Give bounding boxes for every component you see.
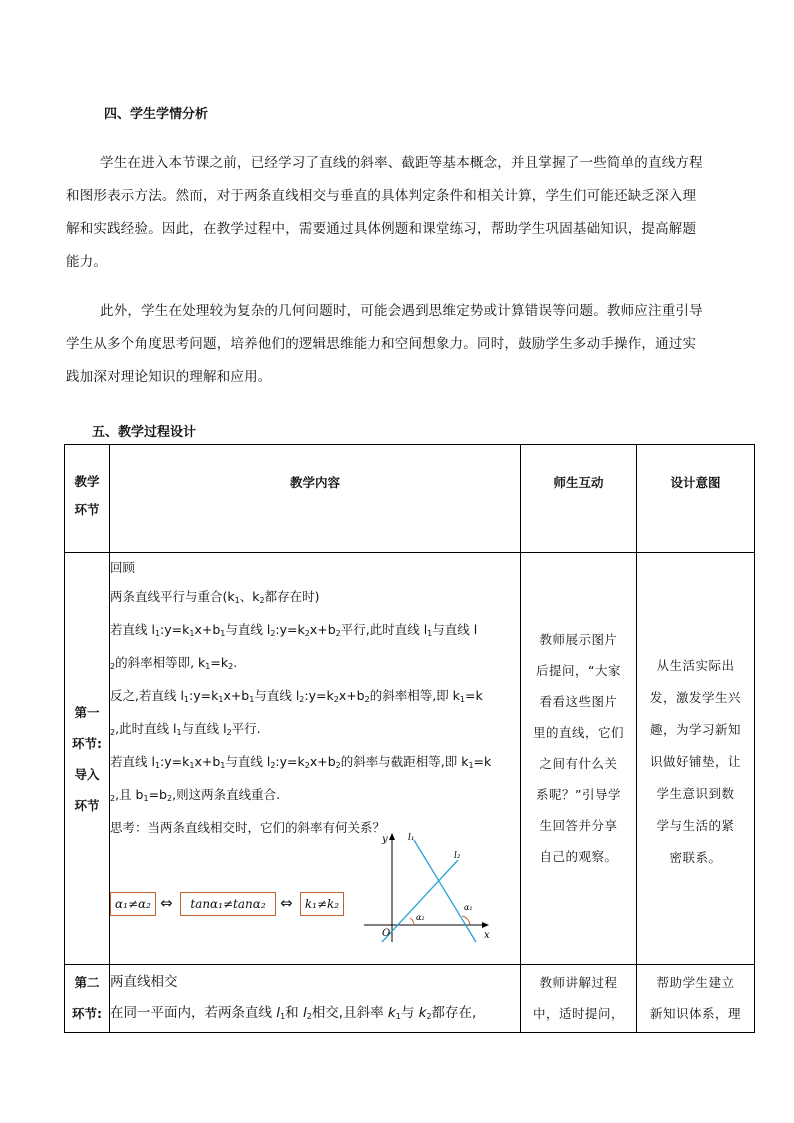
row1-content <box>110 553 521 965</box>
header-content <box>110 445 521 553</box>
paragraph-line: 和图形表示方法。然而，对于两条直线相交与垂直的具体判定条件和相关计算，学生们可能还缺乏深入理 <box>66 188 697 204</box>
header-stage-line: 环节 <box>74 502 100 517</box>
header-stage <box>65 445 110 553</box>
paragraph-line: 践加深对理论知识的理解和应用。 <box>66 369 272 385</box>
table-row <box>65 965 755 1033</box>
section4-heading: 四、学生学情分析 <box>104 107 209 122</box>
interaction-line: 后提问，“大家 <box>536 663 621 678</box>
alpha1-label: α₁ <box>464 903 473 912</box>
x-axis-arrowhead <box>482 922 489 928</box>
formula-box-tangents: tanα₁≠tanα₂ <box>180 892 276 916</box>
stage-line: 环节 <box>74 797 100 813</box>
l1-label: l₁ <box>408 833 415 843</box>
interaction-line: 之间有什么关 <box>539 756 618 771</box>
formula-box-slopes: k₁≠k₂ <box>300 892 344 916</box>
row2-content <box>110 965 521 1033</box>
header-content-label: 教学内容 <box>289 475 340 490</box>
line-l2 <box>382 860 458 942</box>
intersecting-lines-figure <box>358 830 498 950</box>
row1-stage <box>65 553 110 965</box>
content-line: $_2$,且 $b_1=b_2$,则这两条直线重合. <box>110 787 281 803</box>
content-line: $_2$,此时直线 $l_1$与直线 $l_2$平行. <box>110 721 261 737</box>
paragraph-line: 此外，学生在处理较为复杂的几何问题时，可能会遇到思维定势或计算错误等问题。教师应注重引导 <box>100 303 703 319</box>
table-row <box>65 553 755 965</box>
intent-line: 新知识体系，理 <box>649 1006 741 1021</box>
intent-line: 识做好铺垫，让 <box>649 754 741 769</box>
content-line: 思考：当两条直线相交时，它们的斜率有何关系？ <box>110 820 386 835</box>
interaction-line: 系呢？”引导学 <box>536 787 621 802</box>
y-axis-arrowhead <box>389 833 395 840</box>
content-line: $_2$的斜率相等即, $k_1=k_2$. <box>110 655 238 671</box>
section4-paragraph-1 <box>66 147 728 279</box>
stage-line: 环节: <box>72 1006 102 1021</box>
content-line: 两条直线平行与重合($k_1$、$k_2$都存在时) <box>110 589 320 605</box>
angle-a2-arc <box>410 918 414 925</box>
equivalence-arrow: ⇔ <box>160 894 173 912</box>
intent-line: 趣，为学习新知 <box>649 722 741 737</box>
y-label: y <box>382 834 388 845</box>
content-line: 两直线相交 <box>110 974 178 990</box>
stage-line: 环节: <box>72 735 102 751</box>
content-line: 回顾 <box>110 560 136 575</box>
l2-label: l₂ <box>454 851 461 861</box>
header-intent <box>637 445 755 553</box>
content-line: 在同一平面内，若两条直线 $l_1$和 $l_2$相交,且斜率 $k_1$与 $k_2$都存在, <box>110 1005 477 1021</box>
interaction-line: 教师展示图片 <box>539 632 618 647</box>
intent-line: 学与生活的紧 <box>656 818 735 833</box>
row2-stage <box>65 965 110 1033</box>
row1-intent <box>637 553 755 965</box>
content-line: 反之,若直线 $l_1:y=k_1x+b_1$与直线 $l_2:y=k_2x+b_2$的斜率相等,即 $k_1=k$ <box>110 688 483 704</box>
header-interaction <box>521 445 637 553</box>
paragraph-line: 能力。 <box>66 254 108 270</box>
header-interaction-label: 师生互动 <box>553 475 604 490</box>
origin-label: O <box>382 928 391 939</box>
teaching-process-table <box>64 444 755 1033</box>
row1-interaction <box>521 553 637 965</box>
row2-intent <box>637 965 755 1033</box>
section5-heading: 五、教学过程设计 <box>92 425 197 440</box>
stage-line: 导入 <box>74 766 100 782</box>
section4-paragraph-2 <box>66 295 728 394</box>
interaction-line: 生回答并分享 <box>539 818 618 833</box>
stage-line: 第二 <box>74 975 100 990</box>
interaction-line: 自己的观察。 <box>539 849 618 864</box>
stage-line: 第一 <box>74 704 100 720</box>
paragraph-line: 解和实践经验。因此，在教学过程中，需要通过具体例题和课堂练习，帮助学生巩固基础知识，提高解题 <box>66 221 697 237</box>
interaction-line: 里的直线，它们 <box>532 725 624 740</box>
interaction-line: 教师讲解过程 <box>539 975 618 990</box>
intent-line: 密联系。 <box>669 850 722 865</box>
alpha2-label: α₂ <box>416 913 425 922</box>
row2-interaction <box>521 965 637 1033</box>
paragraph-line: 学生在进入本节课之前，已经学习了直线的斜率、截距等基本概念，并且掌握了一些简单的直线方程 <box>100 155 703 171</box>
table-header-row <box>65 445 755 553</box>
intent-line: 帮助学生建立 <box>656 975 735 990</box>
x-label: x <box>484 930 490 941</box>
paragraph-line: 学生从多个角度思考问题，培养他们的逻辑思维能力和空间想象力。同时，鼓励学生多动手操作，通过实 <box>66 336 697 352</box>
header-intent-label: 设计意图 <box>670 475 721 490</box>
intent-line: 从生活实际出 <box>656 658 735 673</box>
equivalence-arrow: ⇔ <box>280 894 293 912</box>
formula-and-figure <box>110 833 520 954</box>
formula-box-angles: α₁≠α₂ <box>110 892 156 916</box>
line-l1 <box>414 840 476 942</box>
header-stage-line: 教学 <box>74 474 100 489</box>
content-line: 若直线 $l_1:y=k_1x+b_1$与直线 $l_2:y=k_2x+b_2$的斜率与截距相等,即 $k_1=k$ <box>110 754 492 770</box>
intent-line: 发，激发学生兴 <box>649 690 741 705</box>
interaction-line: 中，适时提问， <box>532 1006 624 1021</box>
interaction-line: 看看这些图片 <box>539 694 618 709</box>
content-line: 若直线 $l_1:y=k_1x+b_1$与直线 $l_2:y=k_2x+b_2$平行,此时直线 $l_1$与直线 l <box>110 622 478 638</box>
intent-line: 学生意识到数 <box>656 786 735 801</box>
